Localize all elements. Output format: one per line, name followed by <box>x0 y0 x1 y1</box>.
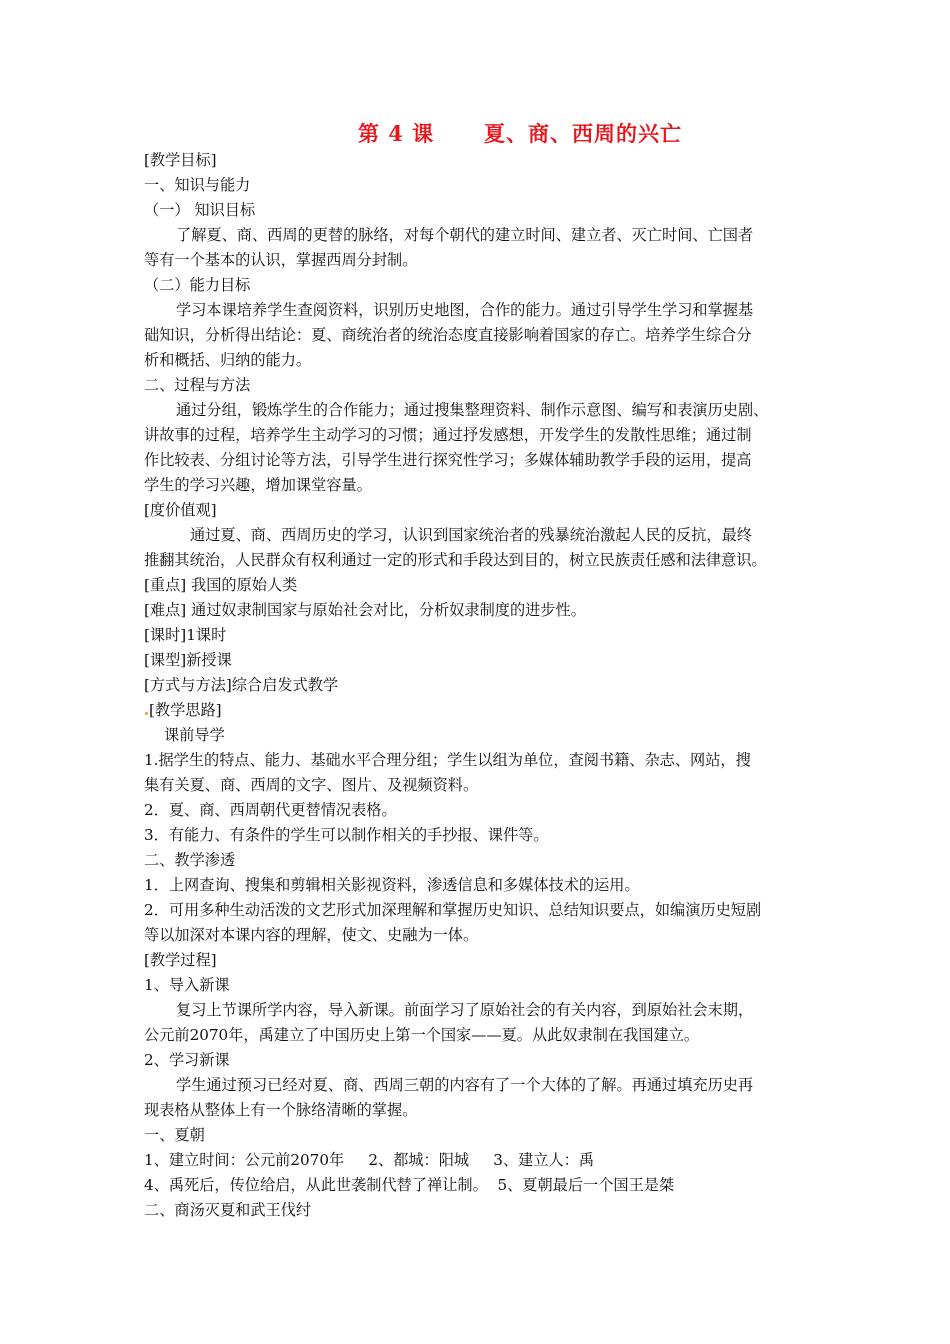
paragraph-line: 讲故事的过程，培养学生主动学习的习惯；通过抒发感想，开发学生的发散性思维；通过制 <box>144 426 752 444</box>
paragraph-line: 析和概括、归纳的能力。 <box>144 351 312 369</box>
lesson-topic: 夏、商、西周的兴亡 <box>484 121 683 146</box>
title-gap <box>434 121 484 146</box>
section-heading: [度价值观] <box>144 501 217 519</box>
list-item: 1.据学生的特点、能力、基础水平合理分组；学生以组为单位，查阅书籍、杂志、网站，搜 <box>144 751 751 769</box>
section-heading: 二、教学渗透 <box>144 851 236 869</box>
paragraph-line: 作比较表、分组讨论等方法，引导学生进行探究性学习；多媒体辅助教学手段的运用，提高 <box>144 451 752 469</box>
section-heading: [教学目标] <box>144 151 217 169</box>
section-heading: 一、知识与能力 <box>144 176 251 194</box>
subsection-heading: 2、学习新课 <box>144 1051 230 1069</box>
paragraph-line: 等有一个基本的认识，掌握西周分封制。 <box>144 251 418 269</box>
teaching-method: [方式与方法]综合启发式教学 <box>144 676 339 694</box>
paragraph-line: 础知识，分析得出结论：夏、商统治者的统治态度直接影响着国家的存亡。培养学生综合分 <box>144 326 752 344</box>
subsection-heading: （一） 知识目标 <box>144 201 256 219</box>
section-heading: 一、夏朝 <box>144 1126 205 1144</box>
page-title <box>0 118 950 148</box>
list-item: 2．夏、商、西周朝代更替情况表格。 <box>144 801 397 819</box>
paragraph-line: 学生的学习兴趣，增加课堂容量。 <box>144 476 372 494</box>
paragraph-line: 学生通过预习已经对夏、商、西周三朝的内容有了一个大体的了解。再通过填充历史再 <box>176 1076 754 1094</box>
list-item: 3．有能力、有条件的学生可以制作相关的手抄报、课件等。 <box>144 826 549 844</box>
section-heading: [教学思路] <box>144 698 826 723</box>
list-item: 1、建立时间：公元前2070年 2、都城：阳城 3、建立人：禹 <box>144 1151 595 1169</box>
paragraph-line: 复习上节课所学内容，导入新课。前面学习了原始社会的有关内容，到原始社会末期， <box>176 1001 754 1019</box>
paragraph-line: 了解夏、商、西周的更替的脉络，对每个朝代的建立时间、建立者、灭亡时间、亡国者 <box>176 226 754 244</box>
subsection-heading: （二）能力目标 <box>144 276 251 294</box>
paragraph-line: 集有关夏、商、西周的文字、图片、及视频资料。 <box>144 776 479 794</box>
list-item: 4、禹死后，传位给启，从此世袭制代替了禅让制。 5、夏朝最后一个国王是桀 <box>144 1176 675 1194</box>
difficult-point: [难点] 通过奴隶制国家与原始社会对比，分析奴隶制度的进步性。 <box>144 601 586 619</box>
key-point: [重点] 我国的原始人类 <box>144 576 298 594</box>
lesson-type: [课型]新授课 <box>144 651 232 669</box>
section-heading: 二、商汤灭夏和武王伐纣 <box>144 1201 312 1219</box>
paragraph-line: 公元前2070年，禹建立了中国历史上第一个国家——夏。从此奴隶制在我国建立。 <box>144 1026 700 1044</box>
subsection-heading: 1、导入新课 <box>144 976 230 994</box>
section-heading: [教学过程] <box>144 951 217 969</box>
list-item: 2．可用多种生动活泼的文艺形式加深理解和掌握历史知识、总结知识要点，如编演历史短剧 <box>144 901 762 919</box>
paragraph-line: 通过夏、商、西周历史的学习，认识到国家统治者的残暴统治激起人民的反抗，最终 <box>190 526 752 544</box>
paragraph-line: 等以加深对本课内容的理解，使文、史融为一体。 <box>144 926 479 944</box>
paragraph-line: 通过分组，锻炼学生的合作能力；通过搜集整理资料、制作示意图、编写和表演历史剧、 <box>176 401 769 419</box>
document-body <box>144 148 826 1223</box>
paragraph-line: 现表格从整体上有一个脉络清晰的掌握。 <box>144 1101 418 1119</box>
list-item: 1．上网查询、搜集和剪辑相关影视资料，渗透信息和多媒体技术的运用。 <box>144 876 640 894</box>
section-heading: 二、过程与方法 <box>144 376 251 394</box>
stray-mark <box>145 712 148 715</box>
paragraph-line: 学习本课培养学生查阅资料，识别历史地图，合作的能力。通过引导学生学习和掌握基 <box>176 301 754 319</box>
class-hours: [课时]1课时 <box>144 626 227 644</box>
subsection-heading: 课前导学 <box>164 726 225 744</box>
paragraph-line: 推翻其统治，人民群众有权利通过一定的形式和手段达到目的，树立民族责任感和法律意识。 <box>144 551 767 569</box>
lesson-number: 第 4 课 <box>357 121 435 146</box>
